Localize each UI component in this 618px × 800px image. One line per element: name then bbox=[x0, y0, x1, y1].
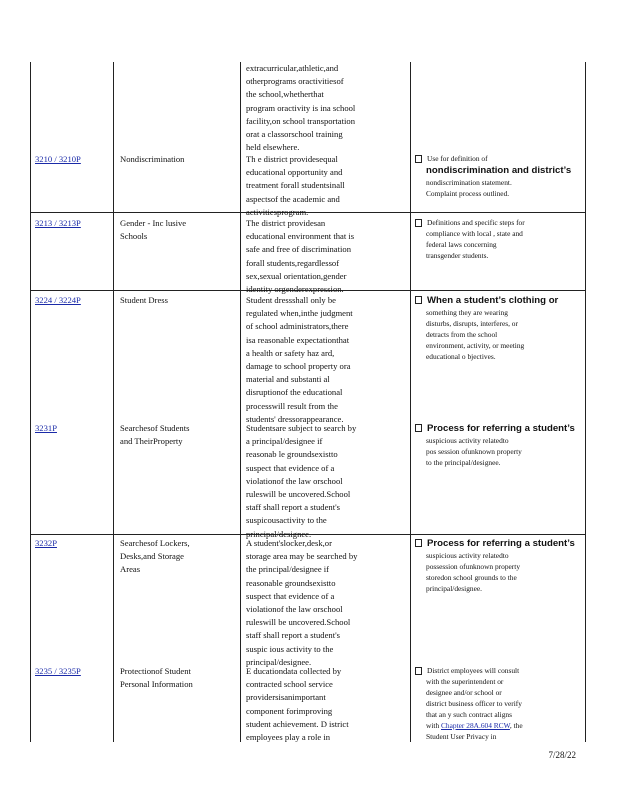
text-line: of school administrators,there bbox=[246, 321, 349, 332]
table-divider-title bbox=[240, 62, 241, 742]
notes-line: educational o bjectives. bbox=[426, 352, 496, 362]
policy-title bbox=[120, 665, 240, 691]
text-line: extracurricular,athletic,and bbox=[246, 63, 339, 73]
text-line: principal/designee. bbox=[246, 656, 312, 667]
notes-line: suspicious activity relatedto bbox=[426, 551, 509, 561]
notes-line: designee and/or school or bbox=[426, 688, 502, 697]
text-line: suspic ious activity to the bbox=[246, 643, 334, 654]
text-line: student achievement. D istrict bbox=[246, 718, 349, 729]
notes-lead: Process for referring a student’s bbox=[427, 538, 575, 549]
policy-title bbox=[120, 537, 240, 577]
policy-summary bbox=[246, 217, 404, 296]
bullet-icon bbox=[415, 667, 422, 675]
notes-lead: Definitions and specific steps for bbox=[427, 218, 525, 227]
text-line: forall students,regardlessof bbox=[246, 257, 340, 268]
policy-notes bbox=[415, 422, 580, 468]
text-line: E ducationdata collected by bbox=[246, 666, 342, 676]
policy-code-link[interactable] bbox=[35, 537, 115, 550]
text-line: staff shall report a student's bbox=[246, 630, 340, 641]
text-line: disruptionof the educational bbox=[246, 387, 343, 398]
text-line: sex,sexual orientation,gender bbox=[246, 270, 347, 281]
code-link[interactable]: 3232P bbox=[35, 538, 57, 548]
title-line: Searchesof Students bbox=[120, 423, 190, 433]
text-line: educational opportunity and bbox=[246, 167, 343, 178]
bullet-icon bbox=[415, 155, 422, 163]
title-line: Nondiscrimination bbox=[120, 154, 185, 164]
title-line: Student Dress bbox=[120, 295, 168, 305]
notes-line: pos session ofunknown property bbox=[426, 447, 522, 457]
policy-title bbox=[120, 422, 240, 448]
notes-lead: When a student’s clothing or bbox=[427, 295, 559, 306]
notes-lead: Use for definition of bbox=[427, 154, 488, 163]
code-link[interactable]: 3235 / 3235P bbox=[35, 666, 81, 676]
text-line: violationof the law orschool bbox=[246, 475, 343, 486]
text-line: regulated when,inthe judgment bbox=[246, 308, 353, 319]
notes-line: district business officer to verify bbox=[426, 699, 522, 708]
bullet-icon bbox=[415, 296, 422, 304]
text-line: treatment forall studentsinall bbox=[246, 180, 345, 191]
text-line: ruleswill be uncovered.School bbox=[246, 489, 351, 500]
text-line: component forimproving bbox=[246, 705, 333, 716]
text-line: orat a classorschool training bbox=[246, 129, 343, 140]
text-line: the principal/designee if bbox=[246, 564, 330, 575]
bullet-icon bbox=[415, 219, 422, 227]
notes-line: with bbox=[426, 721, 440, 730]
notes-line: to the principal/designee. bbox=[426, 458, 501, 468]
text-line: the school,whetherthat bbox=[246, 89, 324, 100]
policy-title bbox=[120, 294, 240, 307]
policy-notes bbox=[415, 665, 580, 742]
notes-line: that an y such contract aligns bbox=[426, 710, 512, 719]
policy-summary bbox=[246, 153, 404, 219]
text-line: A student'slocker,desk,or bbox=[246, 538, 332, 548]
text-line: providersisanimportant bbox=[246, 692, 326, 703]
text-line: ruleswill be uncovered.School bbox=[246, 617, 351, 628]
text-line: Th e district providesequal bbox=[246, 154, 338, 164]
notes-line: nondiscrimination and district’s bbox=[426, 165, 572, 176]
policy-notes bbox=[415, 153, 580, 199]
notes-lead: District employees will consult bbox=[427, 666, 520, 675]
title-line: Desks,and Storage bbox=[120, 551, 184, 562]
notes-line: nondiscrimination statement. bbox=[426, 178, 512, 188]
policy-title bbox=[120, 217, 240, 243]
notes-line: federal laws concerning bbox=[426, 240, 497, 249]
text-line: reasonable groundsexistto bbox=[246, 577, 336, 588]
title-line: Searchesof Lockers, bbox=[120, 538, 190, 548]
text-line: contracted school service bbox=[246, 679, 333, 690]
text-line: educational environment that is bbox=[246, 231, 355, 242]
bullet-icon bbox=[415, 424, 422, 432]
text-line: Student dressshall only be bbox=[246, 295, 336, 305]
title-line: and TheirProperty bbox=[120, 436, 183, 447]
text-line: suspect that evidence of a bbox=[246, 462, 335, 473]
policy-code-link[interactable] bbox=[35, 665, 115, 678]
text-line: students' dressorappearance. bbox=[246, 413, 344, 424]
text-line: otherprograms oractivitiesof bbox=[246, 76, 344, 87]
notes-line: with the superintendent or bbox=[426, 677, 504, 686]
policy-notes bbox=[415, 217, 580, 261]
notes-line: , the bbox=[509, 721, 523, 730]
text-line: program oractivity is ina school bbox=[246, 102, 356, 113]
text-line: employees play a role in bbox=[246, 732, 330, 743]
text-line: processwill result from the bbox=[246, 400, 338, 411]
rcw-link[interactable]: Chapter 28A.604 RCW bbox=[441, 721, 510, 730]
title-line: Schools bbox=[120, 231, 148, 242]
code-link[interactable]: 3210 / 3210P bbox=[35, 154, 81, 164]
text-line: The district providesan bbox=[246, 218, 326, 228]
text-line: activitiesprogram. bbox=[246, 206, 309, 217]
title-line: Gender - Inc lusive bbox=[120, 218, 187, 228]
notes-line: principal/designee. bbox=[426, 584, 483, 594]
notes-lead: Process for referring a student’s bbox=[427, 423, 575, 434]
notes-line: compliance with local , state and bbox=[426, 229, 523, 238]
text-line: material and substanti al bbox=[246, 374, 330, 385]
notes-line: detracts from the school bbox=[426, 330, 498, 340]
text-line: held elsewhere. bbox=[246, 142, 300, 153]
text-line: principal/designee. bbox=[246, 528, 312, 539]
policy-summary bbox=[246, 294, 404, 426]
text-line: staff shall report a student's bbox=[246, 502, 340, 513]
notes-line: something they are wearing bbox=[426, 308, 508, 318]
code-link[interactable]: 3231P bbox=[35, 423, 57, 433]
policy-summary bbox=[246, 422, 404, 541]
policy-summary bbox=[246, 665, 404, 744]
text-line: Studentsare subject to search by bbox=[246, 423, 357, 433]
footer-date: 7/28/22 bbox=[548, 750, 576, 760]
policy-notes bbox=[415, 294, 580, 362]
text-line: reasonab le groundsexistto bbox=[246, 449, 338, 460]
policy-code-link[interactable] bbox=[35, 217, 115, 230]
notes-line: suspicious activity relatedto bbox=[426, 436, 509, 446]
text-line: storage area may be searched by bbox=[246, 551, 358, 562]
text-line: suspicousactivity to the bbox=[246, 515, 327, 526]
notes-line: environment, activity, or meeting bbox=[426, 341, 525, 351]
bullet-icon bbox=[415, 539, 422, 547]
title-line: Areas bbox=[120, 564, 141, 575]
text-line: suspect that evidence of a bbox=[246, 590, 335, 601]
table-border-right bbox=[585, 62, 586, 742]
text-line: a principal/designee if bbox=[246, 436, 323, 447]
text-line: facility,on school transportation bbox=[246, 115, 355, 126]
notes-line: Student User Privacy in bbox=[426, 732, 497, 741]
policy-summary bbox=[246, 537, 404, 669]
notes-line: transgender students. bbox=[426, 251, 489, 260]
text-line: violationof the law orschool bbox=[246, 604, 343, 615]
policy-text-continuation bbox=[246, 62, 404, 154]
text-line: aspectsof the academic and bbox=[246, 193, 340, 204]
text-line: damage to school property ora bbox=[246, 361, 351, 372]
code-link[interactable]: 3213 / 3213P bbox=[35, 218, 81, 228]
code-link[interactable]: 3224 / 3224P bbox=[35, 295, 81, 305]
notes-line: disturbs, disrupts, interferes, or bbox=[426, 319, 518, 329]
policy-code-link[interactable] bbox=[35, 294, 115, 307]
text-line: isa reasonable expectationthat bbox=[246, 334, 350, 345]
policy-code-link[interactable] bbox=[35, 153, 115, 166]
policy-title bbox=[120, 153, 240, 166]
title-line: Protectionof Student bbox=[120, 666, 191, 676]
table-border-left bbox=[30, 62, 31, 742]
text-line: a health or safety haz ard, bbox=[246, 347, 335, 358]
text-line: identity orgenderexpression. bbox=[246, 284, 344, 295]
policy-notes bbox=[415, 537, 580, 594]
policy-code-link[interactable] bbox=[35, 422, 115, 435]
notes-line: possession ofunknown property bbox=[426, 562, 521, 572]
text-line: safe and free of discrimination bbox=[246, 244, 351, 255]
notes-line: Complaint process outlined. bbox=[426, 189, 510, 199]
table-divider-policy bbox=[410, 62, 411, 742]
notes-line: storedon school grounds to the bbox=[426, 573, 517, 583]
title-line: Personal Information bbox=[120, 679, 193, 690]
